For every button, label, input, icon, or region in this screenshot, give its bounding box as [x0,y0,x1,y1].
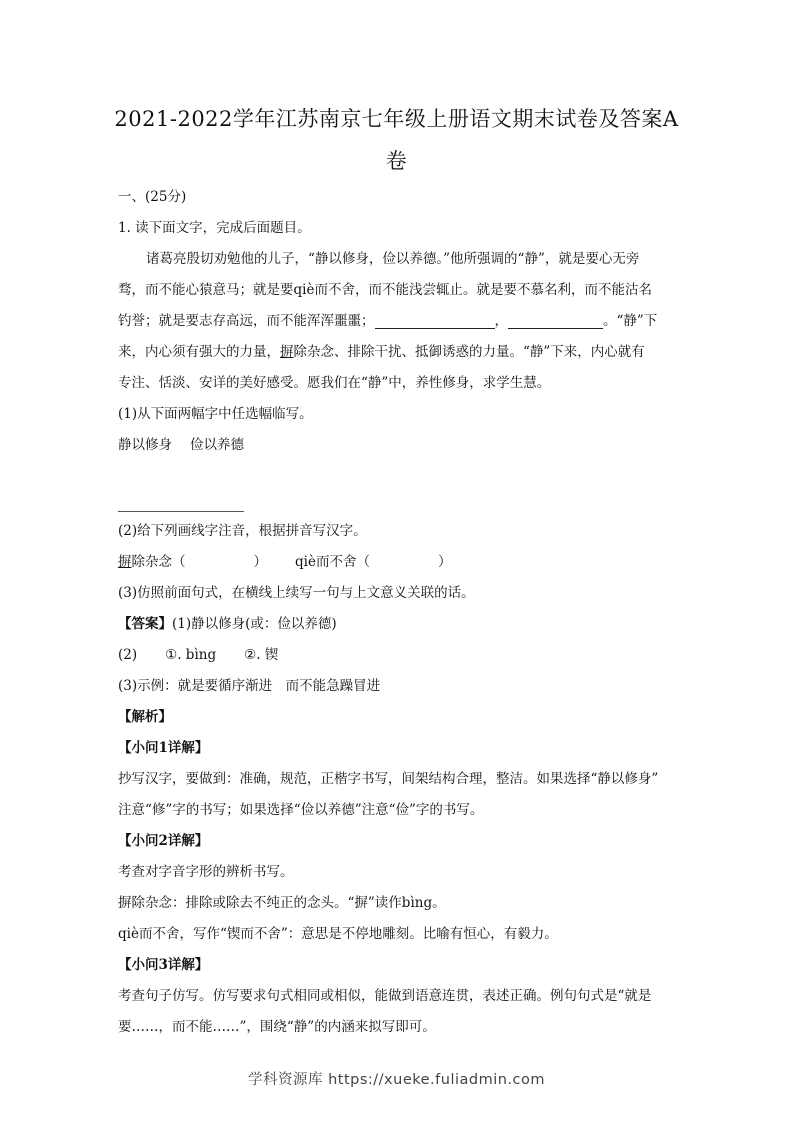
answer-num: (2) [118,647,138,663]
answer-item-b: ②. 锲 [244,647,279,663]
passage-text: ， [494,313,508,329]
writing-line [118,511,244,512]
paren-close: ） [253,554,267,570]
calligraphy-option-1: 静以修身 [118,437,172,453]
passage-line: 诸葛亮殷切劝勉他的儿子，“静以修身，俭以养德。”他所强调的“静”，就是要心无旁 [146,251,640,267]
answer-item-a: ①. bìng [165,647,217,663]
answer-text: (1)静以修身(或：俭以养德) [172,616,337,632]
passage-text: 钓誉；就是要志存高远，而不能浑浑噩噩； [118,313,375,329]
writing-area [118,461,680,505]
paren-close: ） [437,554,452,570]
answer-line-2 [118,640,680,671]
passage-line: 骛，而不能心猿意马；就是要qiè而不舍，而不能浅尝辄止。就是要不慕名利，而不能沽名 [118,282,652,298]
answer-line-3: (3)示例：就是要循序渐进 而不能急躁冒进 [118,678,381,694]
calligraphy-option-2: 俭以养德 [190,437,244,453]
detail-2-text: 考查对字音字形的辨析书写。 [118,864,294,880]
item-text: 除杂念（ [131,554,186,570]
sub-question-1: (1)从下面两幅字中任选幅临写。 [118,406,313,422]
detail-1-text: 抄写汉字，要做到：准确，规范，正楷字书写，间架结构合理，整洁。如果选择“静以修身” [118,771,659,787]
underlined-char: 摒 [118,554,132,570]
title-line-2: 卷 [385,149,408,173]
detail-3-text: 要……，而不能……”，围绕“静”的内涵来拟写即可。 [118,1019,436,1035]
passage-text: 来，内心须有强大的力量， [118,344,280,360]
sub-question-3: (3)仿照前面句式，在横线上续写一句与上文意义关联的话。 [118,585,475,601]
passage-text: 除杂念、排除干扰、抵御诱惑的力量。“静”下来，内心就有 [293,344,645,360]
title-line-1: 2021-2022学年江苏南京七年级上册语文期末试卷及答案A [114,107,679,131]
calligraphy-options [118,430,680,461]
detail-1-text: 注意“修”字的书写；如果选择“俭以养德”注意“俭”字的书写。 [118,802,484,818]
item-text: qiè而不舍（ [295,554,370,570]
detail-3-text: 考查句子仿写。仿写要求句式相同或相似，能做到语意连贯，表述正确。例句句式是“就是 [118,988,652,1004]
sub-question-2-items [118,547,680,578]
fill-blank-1[interactable] [375,310,495,329]
detail-2-label: 【小问2详解】 [118,833,209,849]
detail-2-text: qiè而不舍，写作“锲而不舍”：意思是不停地雕刻。比喻有恒心，有毅力。 [118,926,558,942]
passage-line [118,306,680,337]
detail-2-text: 摒除杂念：排除或除去不纯正的念头。“摒”读作bìng。 [118,895,446,911]
section-heading: 一、(25分) [118,189,187,205]
underlined-char: 摒 [280,344,294,360]
analysis-label: 【解析】 [118,709,172,725]
sub-question-2: (2)给下列画线字注音，根据拼音写汉字。 [118,523,367,539]
passage-line: 专注、恬淡、安详的美好感受。愿我们在“静”中，养性修身，求学生慧。 [118,375,551,391]
answer-line-1 [118,609,680,640]
answer-label: 【答案】 [118,616,172,632]
detail-1-label: 【小问1详解】 [118,740,209,756]
detail-3-label: 【小问3详解】 [118,957,209,973]
passage-line [118,337,680,368]
passage-text: 。“静”下 [603,313,658,329]
document-body [118,182,680,1043]
document-title [110,98,683,182]
fill-blank-2[interactable] [508,310,603,329]
footer-watermark: 学科资源库 https://xueke.fuliadmin.com [247,1072,546,1088]
question-stem: 1. 读下面文字，完成后面题目。 [118,220,311,236]
